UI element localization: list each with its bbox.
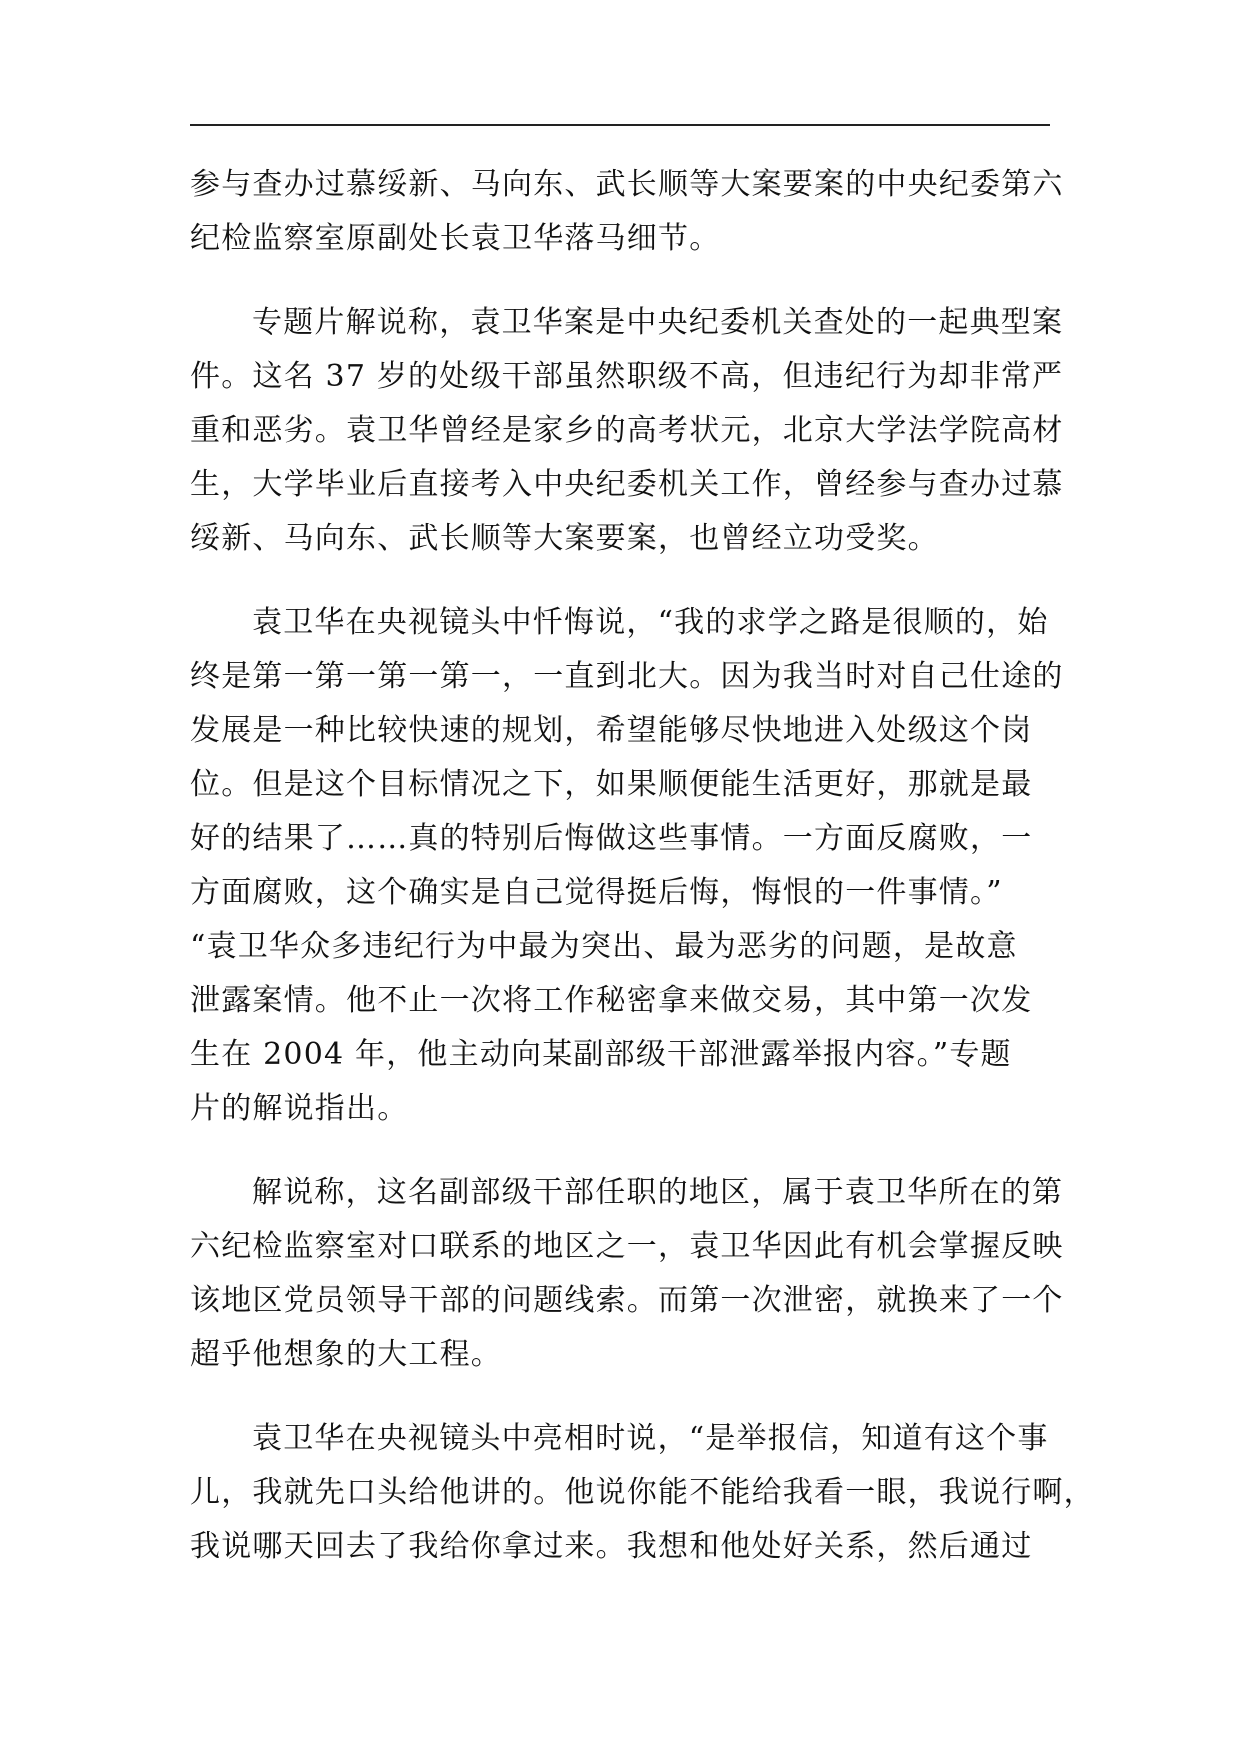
text-line: 绥新、马向东、武长顺等大案要案，也曾经立功受奖。 [190,521,939,556]
text-line: 重和恶劣。袁卫华曾经是家乡的高考状元，北京大学法学院高材 [190,413,1064,448]
text-line: “袁卫华众多违纪行为中最为突出、最为恶劣的问题，是故意 [190,929,1018,964]
text-line: 件。这名 37 岁的处级干部虽然职级不高，但违纪行为却非常严 [190,359,1064,394]
text-line: 片的解说指出。 [190,1091,409,1126]
paragraph-gap [190,1382,1055,1412]
text-line: 泄露案情。他不止一次将工作秘密拿来做交易，其中第一次发 [190,983,1033,1018]
text-line: 超乎他想象的大工程。 [190,1337,502,1372]
text-line: 发展是一种比较快速的规划，希望能够尽快地进入处级这个岗 [190,713,1033,748]
text-line: 解说称，这名副部级干部任职的地区，属于袁卫华所在的第 [252,1175,1064,1210]
text-line: 参与查办过慕绥新、马向东、武长顺等大案要案的中央纪委第六 [190,167,1064,202]
text-line: 终是第一第一第一第一，一直到北大。因为我当时对自己仕途的 [190,659,1064,694]
text-line: 我说哪天回去了我给你拿过来。我想和他处好关系，然后通过 [190,1529,1033,1564]
text-line: 位。但是这个目标情况之下，如果顺便能生活更好，那就是最 [190,767,1033,802]
text-line: 袁卫华在央视镜头中忏悔说，“我的求学之路是很顺的，始 [252,605,1049,640]
text-line: 袁卫华在央视镜头中亮相时说，“是举报信，知道有这个事 [252,1421,1049,1456]
text-line: 方面腐败，这个确实是自己觉得挺后悔，悔恨的一件事情。” [190,875,1003,910]
text-line: 生在 2004 年，他主动向某副部级干部泄露举报内容。”专题 [190,1037,1012,1072]
text-line: 好的结果了……真的特别后悔做这些事情。一方面反腐败，一 [190,821,1033,856]
paragraph [190,158,1064,266]
text-line: 纪检监察室原副处长袁卫华落马细节。 [190,221,721,256]
text-line: 六纪检监察室对口联系的地区之一，袁卫华因此有机会掌握反映 [190,1229,1064,1264]
paragraph-gap [190,566,1055,596]
text-line: 儿，我就先口头给他讲的。他说你能不能给我看一眼，我说行啊， [190,1475,1095,1510]
text-line: 生，大学毕业后直接考入中央纪委机关工作，曾经参与查办过慕 [190,467,1064,502]
paragraph-gap [190,1136,1055,1166]
document-body [190,158,1095,1574]
paragraph [190,1166,1064,1382]
paragraph-gap [190,266,1055,296]
paragraph [190,1412,1095,1574]
paragraph [190,596,1064,1136]
header-rule [190,124,1050,126]
text-line: 该地区党员领导干部的问题线索。而第一次泄密，就换来了一个 [190,1283,1064,1318]
text-line: 专题片解说称，袁卫华案是中央纪委机关查处的一起典型案 [252,305,1064,340]
paragraph [190,296,1064,566]
